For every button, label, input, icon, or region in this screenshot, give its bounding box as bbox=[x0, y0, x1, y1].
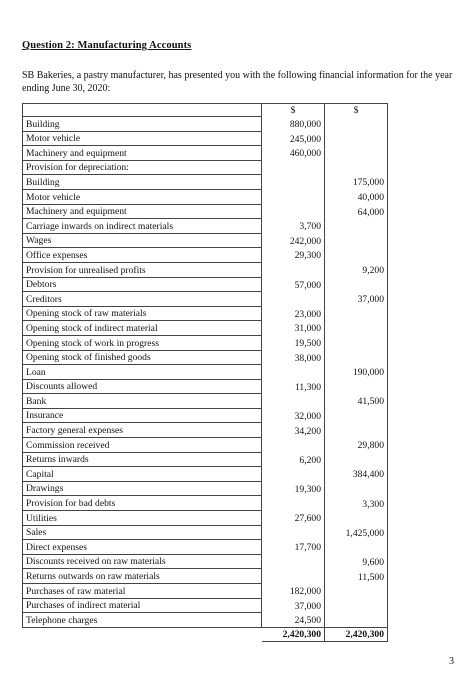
row-credit: 37,000 bbox=[325, 292, 388, 307]
header-credit: $ bbox=[325, 104, 388, 117]
table-row bbox=[23, 146, 388, 161]
table-row bbox=[23, 219, 388, 234]
row-credit bbox=[325, 248, 388, 263]
table-row bbox=[23, 306, 388, 321]
row-debit: 32,000 bbox=[262, 408, 325, 423]
row-debit: 38,000 bbox=[262, 350, 325, 365]
row-label: Building bbox=[23, 117, 262, 132]
trial-balance-table bbox=[22, 103, 388, 642]
row-label: Returns inwards bbox=[23, 452, 262, 467]
table-row bbox=[23, 394, 388, 409]
row-label: Purchases of indirect material bbox=[23, 598, 262, 613]
row-credit bbox=[325, 219, 388, 234]
row-credit bbox=[325, 277, 388, 292]
row-debit: 29,300 bbox=[262, 248, 325, 263]
row-credit: 9,200 bbox=[325, 262, 388, 277]
row-credit bbox=[325, 146, 388, 161]
table-row bbox=[23, 189, 388, 204]
table-row bbox=[23, 438, 388, 453]
row-label: Creditors bbox=[23, 292, 262, 307]
row-debit: 27,600 bbox=[262, 511, 325, 526]
row-label: Opening stock of work in progress bbox=[23, 335, 262, 350]
row-credit bbox=[325, 452, 388, 467]
total-credit: 2,420,300 bbox=[325, 627, 388, 642]
row-label: Bank bbox=[23, 394, 262, 409]
row-debit: 31,000 bbox=[262, 321, 325, 336]
row-debit: 880,000 bbox=[262, 117, 325, 132]
header-description bbox=[23, 104, 262, 117]
row-credit bbox=[325, 350, 388, 365]
row-label: Motor vehicle bbox=[23, 189, 262, 204]
table-row bbox=[23, 248, 388, 263]
row-credit: 11,500 bbox=[325, 569, 388, 584]
row-credit bbox=[325, 481, 388, 496]
table-row bbox=[23, 262, 388, 277]
row-label: Insurance bbox=[23, 408, 262, 423]
total-debit: 2,420,300 bbox=[262, 627, 325, 642]
row-label: Discounts received on raw materials bbox=[23, 554, 262, 569]
row-credit: 40,000 bbox=[325, 189, 388, 204]
table-row bbox=[23, 379, 388, 394]
table-row bbox=[23, 584, 388, 599]
row-credit bbox=[325, 613, 388, 628]
row-label: Wages bbox=[23, 233, 262, 248]
row-label: Sales bbox=[23, 525, 262, 540]
row-label: Opening stock of indirect material bbox=[23, 321, 262, 336]
table-header-row bbox=[23, 104, 388, 117]
question-heading: Question 2: Manufacturing Accounts bbox=[22, 40, 192, 51]
row-credit bbox=[325, 131, 388, 146]
row-credit: 175,000 bbox=[325, 175, 388, 190]
row-debit bbox=[262, 394, 325, 409]
row-label: Machinery and equipment bbox=[23, 146, 262, 161]
row-label: Carriage inwards on indirect materials bbox=[23, 219, 262, 234]
row-debit bbox=[262, 292, 325, 307]
row-credit bbox=[325, 306, 388, 321]
row-label: Direct expenses bbox=[23, 540, 262, 555]
row-label: Provision for bad debts bbox=[23, 496, 262, 511]
row-credit bbox=[325, 540, 388, 555]
table-row bbox=[23, 540, 388, 555]
row-credit bbox=[325, 379, 388, 394]
table-row bbox=[23, 525, 388, 540]
table-row bbox=[23, 160, 388, 175]
table-row bbox=[23, 569, 388, 584]
row-label: Factory general expenses bbox=[23, 423, 262, 438]
row-debit: 6,200 bbox=[262, 452, 325, 467]
table-row bbox=[23, 554, 388, 569]
row-debit bbox=[262, 262, 325, 277]
row-debit: 34,200 bbox=[262, 423, 325, 438]
row-credit bbox=[325, 511, 388, 526]
row-label: Debtors bbox=[23, 277, 262, 292]
row-credit bbox=[325, 117, 388, 132]
table-row bbox=[23, 350, 388, 365]
row-label: Office expenses bbox=[23, 248, 262, 263]
row-credit bbox=[325, 423, 388, 438]
row-debit: 19,300 bbox=[262, 481, 325, 496]
row-debit: 17,700 bbox=[262, 540, 325, 555]
row-label: Machinery and equipment bbox=[23, 204, 262, 219]
row-debit: 242,000 bbox=[262, 233, 325, 248]
row-label: Capital bbox=[23, 467, 262, 482]
row-label: Discounts allowed bbox=[23, 379, 262, 394]
header-debit: $ bbox=[262, 104, 325, 117]
table-row bbox=[23, 365, 388, 380]
row-debit: 460,000 bbox=[262, 146, 325, 161]
row-debit: 182,000 bbox=[262, 584, 325, 599]
row-debit bbox=[262, 554, 325, 569]
row-debit: 24,500 bbox=[262, 613, 325, 628]
row-debit bbox=[262, 438, 325, 453]
row-debit bbox=[262, 175, 325, 190]
row-debit bbox=[262, 160, 325, 175]
table-row bbox=[23, 481, 388, 496]
row-debit: 57,000 bbox=[262, 277, 325, 292]
row-debit: 245,000 bbox=[262, 131, 325, 146]
row-debit bbox=[262, 467, 325, 482]
row-label: Telephone charges bbox=[23, 613, 262, 628]
row-label: Motor vehicle bbox=[23, 131, 262, 146]
row-credit bbox=[325, 233, 388, 248]
table-row bbox=[23, 335, 388, 350]
row-label: Purchases of raw material bbox=[23, 584, 262, 599]
row-debit bbox=[262, 569, 325, 584]
table-row bbox=[23, 131, 388, 146]
table-row bbox=[23, 175, 388, 190]
row-label: Commission received bbox=[23, 438, 262, 453]
table-row bbox=[23, 467, 388, 482]
row-credit: 41,500 bbox=[325, 394, 388, 409]
row-label: Opening stock of raw materials bbox=[23, 306, 262, 321]
table-row bbox=[23, 117, 388, 132]
table-row bbox=[23, 598, 388, 613]
row-debit bbox=[262, 525, 325, 540]
table-row bbox=[23, 423, 388, 438]
row-credit: 64,000 bbox=[325, 204, 388, 219]
row-credit bbox=[325, 584, 388, 599]
row-label: Utilities bbox=[23, 511, 262, 526]
totals-row bbox=[23, 627, 388, 642]
row-label: Building bbox=[23, 175, 262, 190]
table-row bbox=[23, 452, 388, 467]
table-row bbox=[23, 204, 388, 219]
table-row bbox=[23, 496, 388, 511]
row-debit bbox=[262, 365, 325, 380]
row-credit: 9,600 bbox=[325, 554, 388, 569]
table-row bbox=[23, 408, 388, 423]
row-credit: 29,800 bbox=[325, 438, 388, 453]
row-label: Drawings bbox=[23, 481, 262, 496]
row-credit bbox=[325, 598, 388, 613]
row-debit: 11,300 bbox=[262, 379, 325, 394]
row-debit: 37,000 bbox=[262, 598, 325, 613]
row-label: Opening stock of finished goods bbox=[23, 350, 262, 365]
row-credit bbox=[325, 335, 388, 350]
row-label: Loan bbox=[23, 365, 262, 380]
row-credit: 384,400 bbox=[325, 467, 388, 482]
table-row bbox=[23, 233, 388, 248]
table-row bbox=[23, 292, 388, 307]
row-credit: 190,000 bbox=[325, 365, 388, 380]
row-debit: 3,700 bbox=[262, 219, 325, 234]
table-row bbox=[23, 277, 388, 292]
row-credit bbox=[325, 408, 388, 423]
row-debit: 19,500 bbox=[262, 335, 325, 350]
totals-spacer bbox=[23, 627, 262, 642]
row-label: Provision for unrealised profits bbox=[23, 262, 262, 277]
row-debit: 23,000 bbox=[262, 306, 325, 321]
intro-paragraph: SB Bakeries, a pastry manufacturer, has presented you with the following financial information for the year ending June 30, 2020: bbox=[22, 70, 453, 94]
table-row bbox=[23, 511, 388, 526]
row-credit: 3,300 bbox=[325, 496, 388, 511]
table-row bbox=[23, 613, 388, 628]
table-row bbox=[23, 321, 388, 336]
row-label: Provision for depreciation: bbox=[23, 160, 262, 175]
row-label: Returns outwards on raw materials bbox=[23, 569, 262, 584]
row-debit bbox=[262, 204, 325, 219]
page-number: 3 bbox=[449, 656, 454, 667]
row-debit bbox=[262, 189, 325, 204]
row-debit bbox=[262, 496, 325, 511]
row-credit bbox=[325, 160, 388, 175]
row-credit: 1,425,000 bbox=[325, 525, 388, 540]
row-credit bbox=[325, 321, 388, 336]
